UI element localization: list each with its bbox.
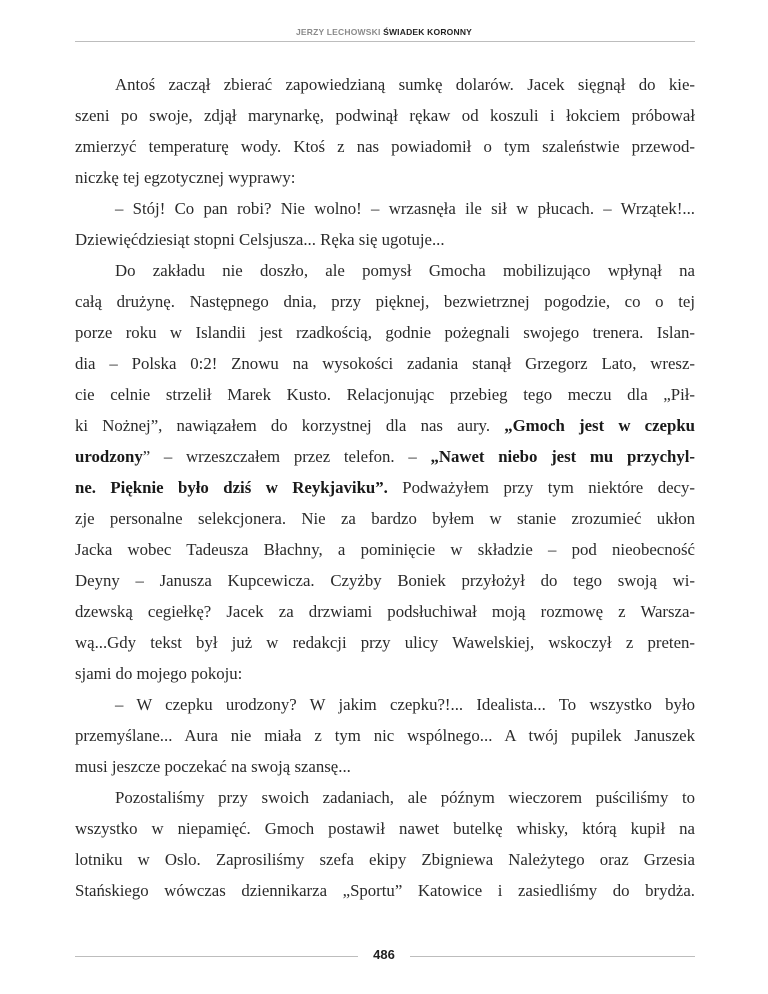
running-header (0, 27, 768, 37)
text-line: szeni po swoje, zdjął marynarkę, podwinął rękaw od koszuli i łokciem próbował (75, 106, 695, 125)
page-number: 486 (373, 947, 395, 962)
footer-divider-right (410, 956, 695, 957)
text-line: Do zakładu nie doszło, ale pomysł Gmocha mobilizująco wpłynął na (115, 261, 695, 280)
text-line: całą drużynę. Następnego dnia, przy pięknej, bezwietrznej pogodzie, co o tej (75, 292, 695, 311)
text-line: zmierzyć temperaturę wody. Ktoś z nas powiadomił o tym szaleństwie przewod- (75, 137, 695, 156)
text-line: wą...Gdy tekst był już w redakcji przy ulicy Wawelskiej, wskoczył z preten- (75, 633, 695, 652)
text-line: Deyny – Janusza Kupcewicza. Czyżby Boniek przyłożył do tego swoją wi- (75, 571, 695, 590)
header-author: JERZY LECHOWSKI (295, 27, 381, 37)
text-line: Pozostaliśmy przy swoich zadaniach, ale późnym wieczorem puściliśmy to (115, 788, 695, 807)
text-segment: Podważyłem przy tym niektóre decy- (387, 478, 695, 497)
header-divider (75, 41, 695, 42)
text-line: Jacka wobec Tadeusza Błachny, a pominięcie w składzie – pod nieobecność (75, 540, 695, 559)
text-segment: ki Nożnej”, nawiązałem do korzystnej dla nas aury. (75, 416, 505, 435)
text-line: – W czepku urodzony? W jakim czepku?!... Idealista... To wszystko było (115, 695, 695, 714)
text-line (75, 472, 695, 503)
text-line: dzewską cegiełkę? Jacek za drzwiami podsłuchiwał moją rozmowę z Warsza- (75, 602, 695, 621)
text-line: niczkę tej egzotycznej wyprawy: (75, 168, 296, 187)
body-text (75, 69, 695, 906)
text-line: sjami do mojego pokoju: (75, 664, 243, 683)
text-line: dia – Polska 0:2! Znowu na wysokości zadania stanął Grzegorz Lato, wresz- (75, 354, 695, 373)
text-line: musi jeszcze poczekać na swoją szansę... (75, 757, 351, 776)
text-line: – Stój! Co pan robi? Nie wolno! – wrzasnęła ile sił w płucach. – Wrzątek!... (115, 199, 695, 218)
header-book-title: ŚWIADEK KORONNY (383, 27, 473, 37)
bold-quote: urodzony (75, 447, 143, 466)
text-line (75, 410, 695, 441)
text-segment: ” – wrzeszczałem przez telefon. – (142, 447, 431, 466)
text-line (75, 441, 695, 472)
text-line: Dziewięćdziesiąt stopni Celsjusza... Ręka się ugotuje... (75, 230, 445, 249)
text-line: porze roku w Islandii jest rzadkością, godnie pożegnali swojego trenera. Islan- (75, 323, 695, 342)
bold-quote: ne. Pięknie było dziś w Reykjaviku”. (75, 478, 388, 497)
text-line: lotniku w Oslo. Zaprosiliśmy szefa ekipy Zbigniewa Należytego oraz Grzesia (75, 850, 695, 869)
footer-divider-left (75, 956, 358, 957)
text-line: wszystko w niepamięć. Gmoch postawił nawet butelkę whisky, którą kupił na (75, 819, 695, 838)
text-line: przemyślane... Aura nie miała z tym nic wspólnego... A twój pupilek Januszek (75, 726, 695, 745)
text-line: Stańskiego wówczas dziennikarza „Sportu” Katowice i zasiedliśmy do brydża. (75, 881, 695, 900)
text-line: cie celnie strzelił Marek Kusto. Relacjonując przebieg tego meczu dla „Pił- (75, 385, 695, 404)
text-line: zje personalne selekcjonera. Nie za bardzo byłem w stanie zrozumieć ukłon (75, 509, 695, 528)
bold-quote: „Nawet niebo jest mu przychyl- (430, 447, 695, 466)
bold-quote: „Gmoch jest w czepku (504, 416, 695, 435)
text-line: Antoś zaczął zbierać zapowiedzianą sumkę dolarów. Jacek sięgnął do kie- (115, 75, 695, 94)
